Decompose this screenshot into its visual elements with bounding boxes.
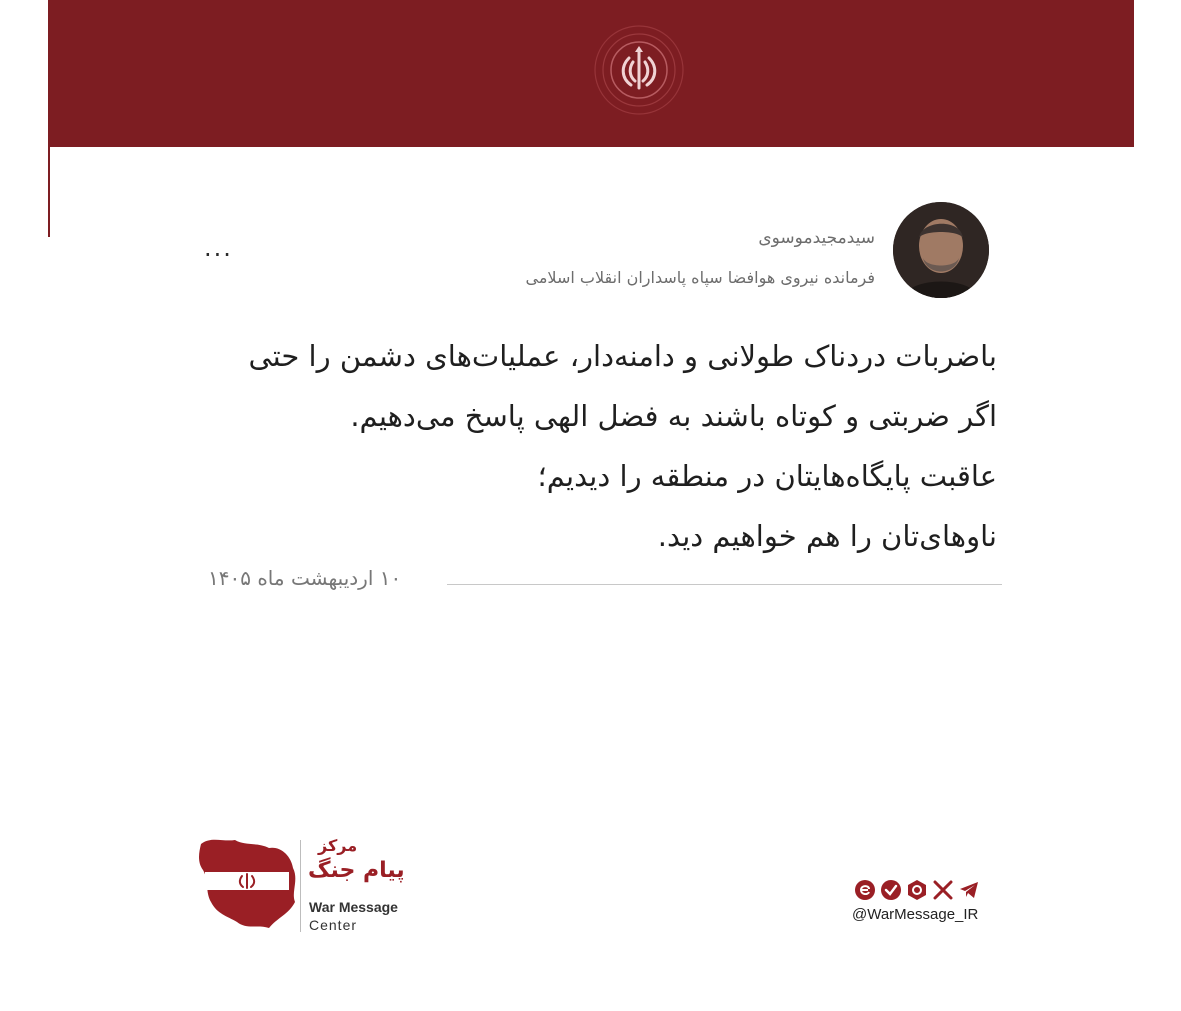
- post-line: عاقبت پایگاه‌هایتان در منطقه را دیدیم؛: [537, 459, 997, 493]
- avatar-photo: [893, 202, 989, 298]
- logo-markaz-text: مرکز: [318, 836, 358, 855]
- logo-payam-text: پیام جنگ: [308, 858, 405, 883]
- iran-emblem-icon: [591, 22, 687, 118]
- post-date: ۱۰ اردیبهشت ماه ۱۴۰۵: [208, 566, 402, 590]
- date-divider: [447, 584, 1002, 585]
- left-accent-rule: [48, 147, 50, 237]
- check-icon[interactable]: [880, 879, 902, 901]
- eitaa-icon[interactable]: [854, 879, 876, 901]
- logo-english-line1: War Message: [309, 899, 398, 915]
- post-line: باضربات دردناک طولانی و دامنه‌دار، عملیات‌های دشمن را حتی: [248, 339, 997, 373]
- header-banner: [48, 0, 1134, 147]
- iran-map-logo-icon: [193, 832, 303, 932]
- logo-english-line2: Center: [309, 917, 358, 933]
- x-icon[interactable]: [932, 879, 954, 901]
- more-options-button[interactable]: ...: [204, 234, 233, 262]
- post-line: ناوهای‌تان را هم خواهیم دید.: [657, 519, 997, 553]
- author-name: سیدمجیدموسوی: [758, 228, 875, 248]
- post-line: اگر ضربتی و کوتاه باشند به فضل الهی پاسخ می‌دهیم.: [350, 399, 997, 433]
- logo-divider: [300, 840, 301, 932]
- avatar[interactable]: [893, 202, 989, 298]
- telegram-icon[interactable]: [958, 879, 980, 901]
- social-handle[interactable]: @WarMessage_IR: [852, 906, 979, 923]
- rubika-icon[interactable]: [906, 879, 928, 901]
- author-title: فرمانده نیروی هوافضا سپاه پاسداران انقلاب اسلامی: [525, 268, 875, 287]
- post-body: [177, 326, 997, 566]
- social-icons: [854, 877, 980, 903]
